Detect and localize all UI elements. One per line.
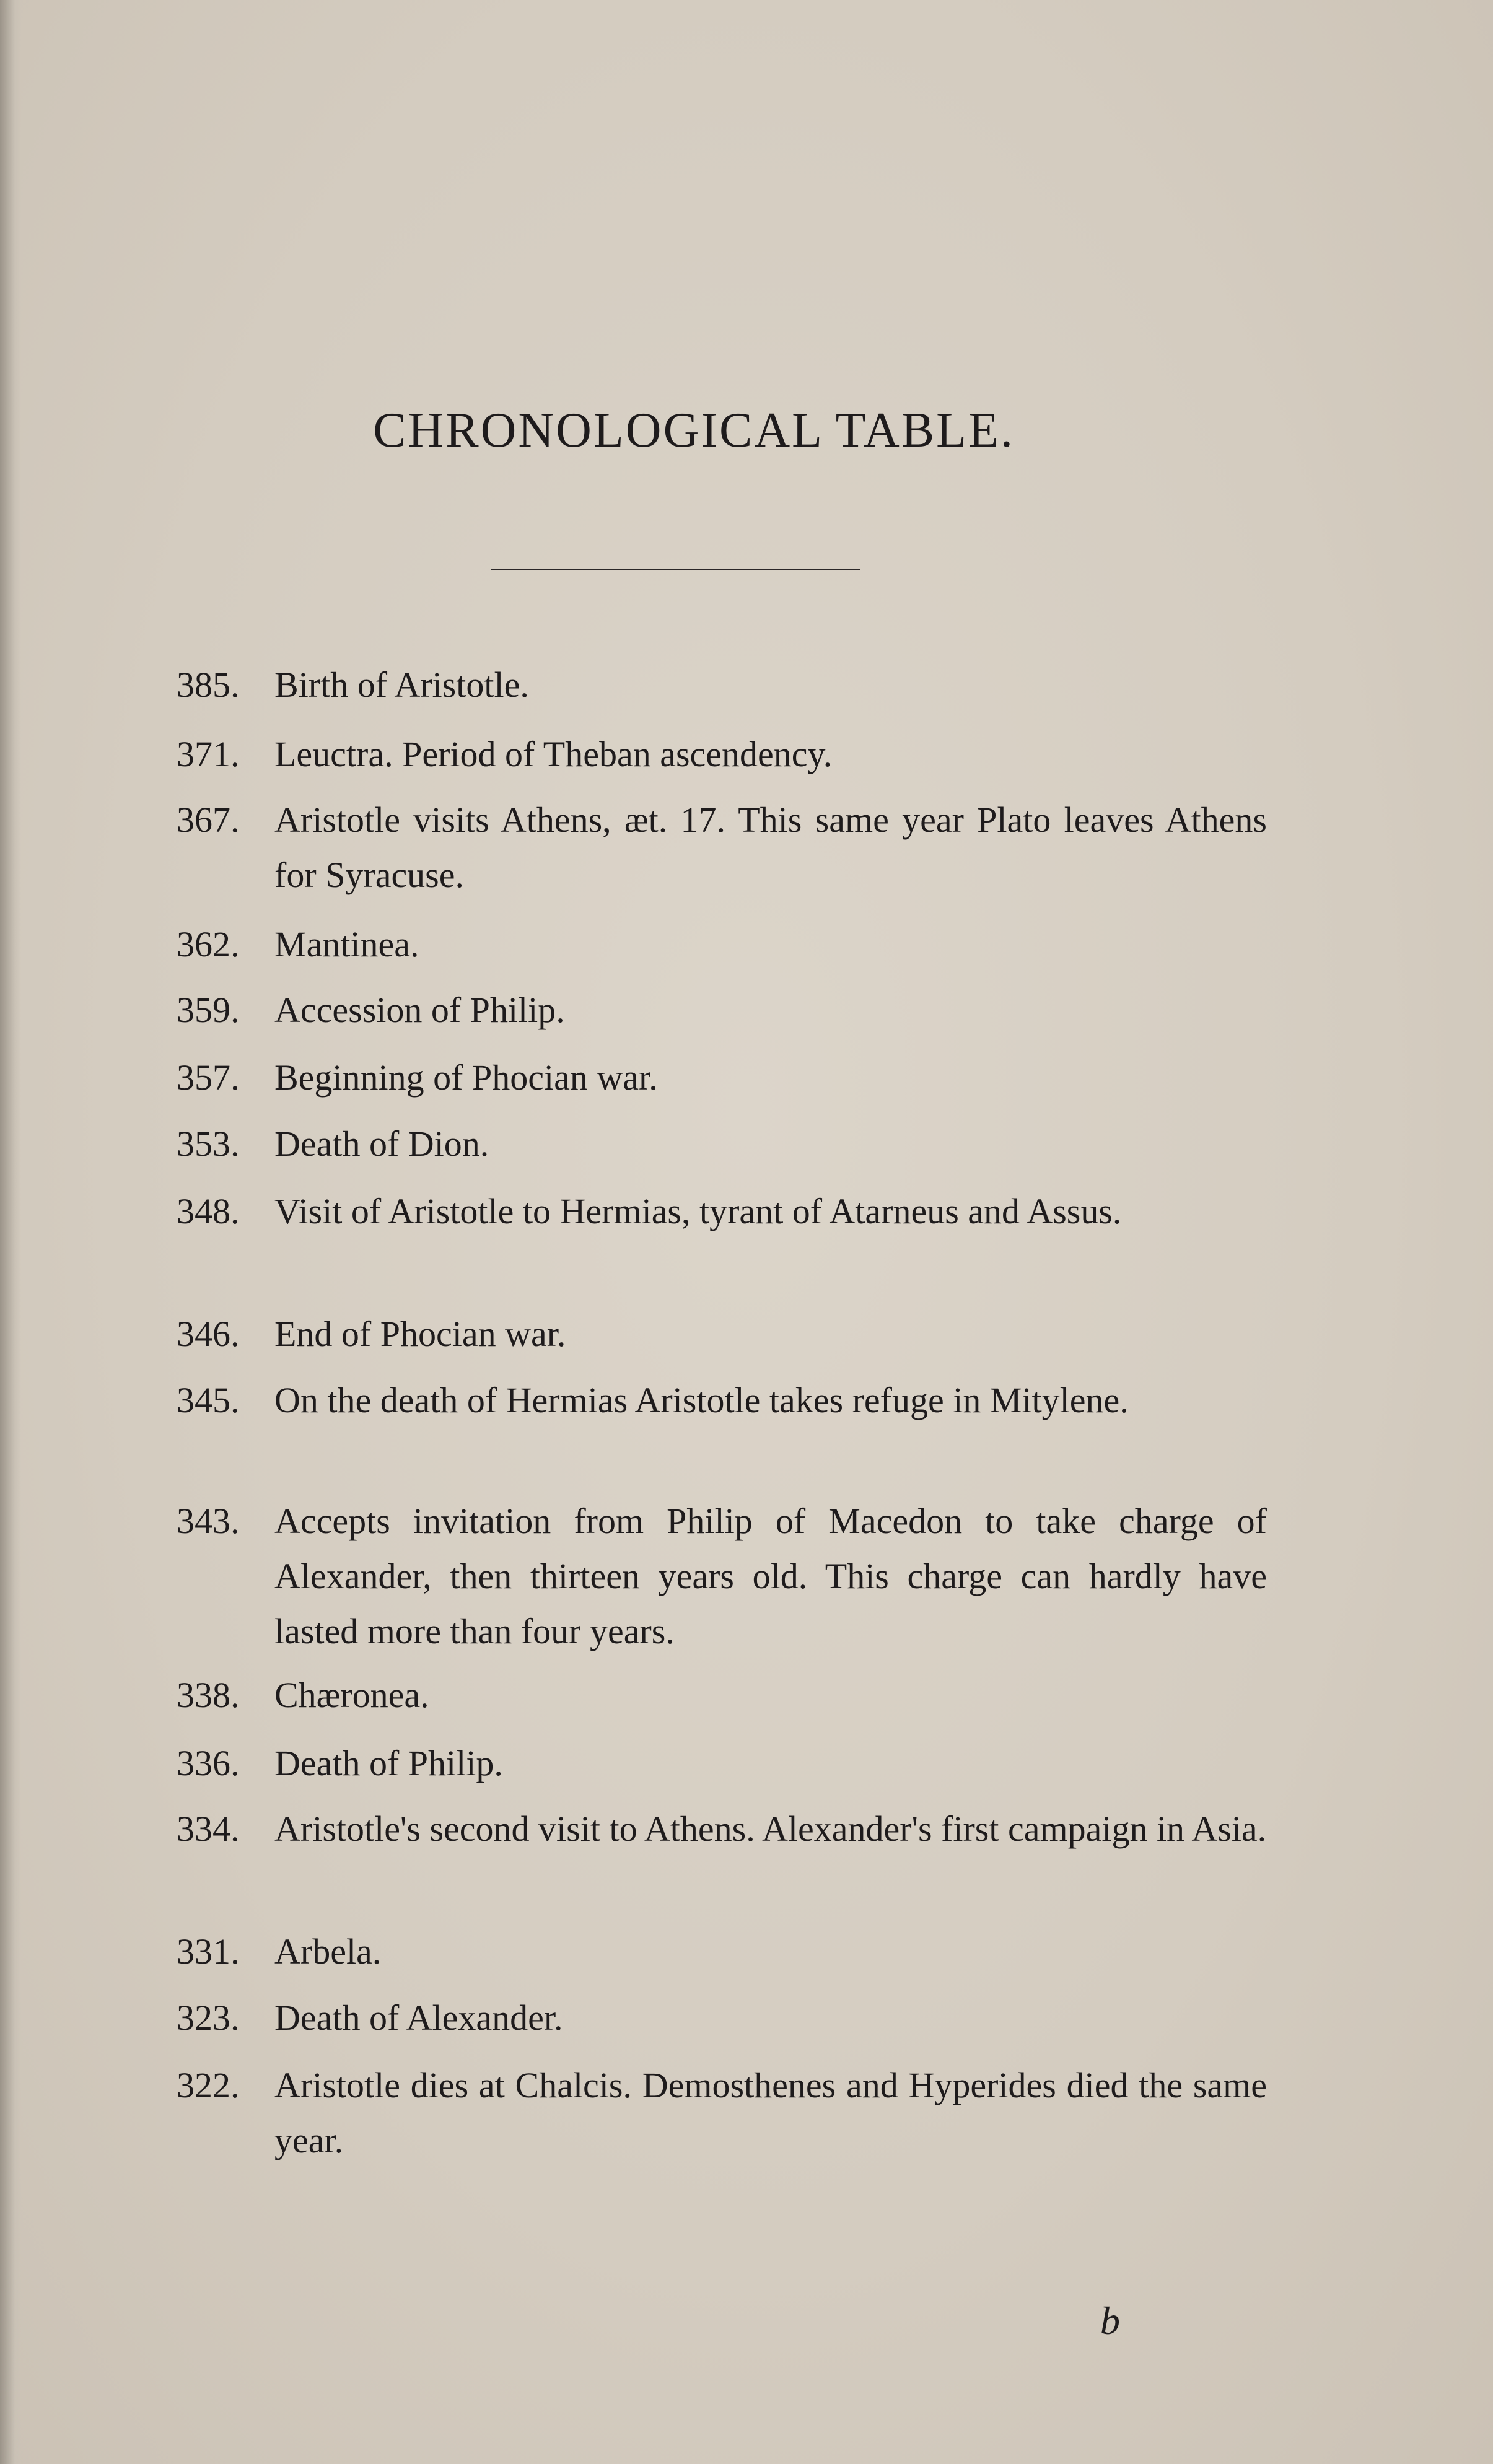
entry-text: Death of Dion. [274,1124,489,1164]
chronology-entry [177,1050,1267,1105]
chronology-entry [177,657,1267,712]
entry-year: 343. [177,1500,240,1541]
chronology-entry [177,1667,1267,1723]
entry-text: Aristotle dies at Chalcis. Demosthenes and Hyperides died the same year. [274,2064,1267,2160]
entry-text: End of Phocian war. [274,1313,566,1354]
title-rule [491,569,860,570]
entry-year: 323. [177,1997,240,2038]
chronology-entry [177,727,1267,782]
chronology-entry [177,1493,1267,1659]
entry-year: 345. [177,1379,240,1420]
chronology-entry [177,1306,1267,1361]
entry-year: 371. [177,733,240,774]
entry-year: 338. [177,1675,240,1716]
entry-year: 322. [177,2064,240,2105]
chronology-entry [177,1801,1267,1856]
entry-year: 336. [177,1742,240,1783]
chronology-entry [177,1184,1267,1239]
entry-text: Death of Philip. [274,1742,503,1783]
chronology-entry [177,1924,1267,1979]
entry-year: 385. [177,665,240,706]
entry-text: Aristotle's second visit to Athens. Alexander's first campaign in Asia. [274,1809,1267,1850]
signature-mark: b [1100,2299,1120,2343]
entry-year: 348. [177,1191,240,1232]
entry-year: 362. [177,924,240,964]
entry-year: 357. [177,1057,240,1098]
entry-year: 331. [177,1931,240,1972]
entry-text: Visit of Aristotle to Hermias, tyrant of Atarneus and Assus. [274,1191,1122,1232]
page-title: CHRONOLOGICAL TABLE. [373,403,1015,458]
entry-text: Beginning of Phocian war. [274,1057,658,1098]
chronology-entry [177,1990,1267,2045]
chronology-entry [177,917,1267,972]
chronology-entry [177,2058,1267,2168]
entry-text: Accepts invitation from Philip of Macedon to take charge of Alexander, then thirteen years old. This charge can hardly have lasted more than four years. [274,1500,1267,1651]
entry-year: 359. [177,990,240,1031]
chronology-entry [177,982,1267,1038]
entry-year: 367. [177,800,240,841]
chronology-entry [177,792,1267,902]
page-edge [0,0,21,2464]
entry-text: On the death of Hermias Aristotle takes refuge in Mitylene. [274,1379,1129,1420]
entry-year: 353. [177,1124,240,1164]
entry-text: Aristotle visits Athens, æt. 17. This same year Plato leaves Athens for Syracuse. [274,800,1267,896]
chronology-entry [177,1373,1267,1428]
entry-text: Birth of Aristotle. [274,665,529,706]
entry-text: Mantinea. [274,924,419,964]
chronology-entry [177,1116,1267,1171]
entry-text: Accession of Philip. [274,990,565,1031]
entry-year: 334. [177,1809,240,1850]
entry-text: Death of Alexander. [274,1997,563,2038]
entry-text: Chæronea. [274,1675,429,1716]
chronology-entry [177,1736,1267,1791]
entry-text: Arbela. [274,1931,382,1972]
entry-text: Leuctra. Period of Theban ascendency. [274,733,833,774]
entry-year: 346. [177,1313,240,1354]
